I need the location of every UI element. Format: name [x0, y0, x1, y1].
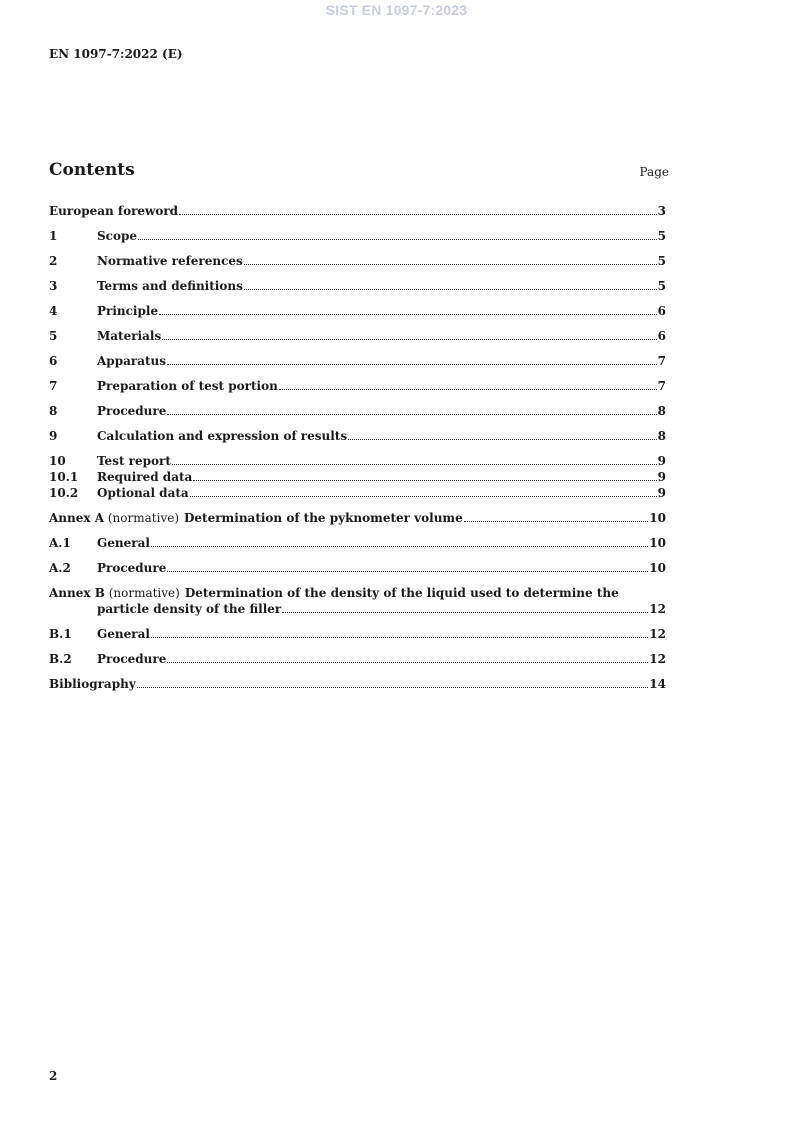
toc-entry-foreword[interactable]	[49, 203, 666, 219]
toc-entry-page: 14	[649, 677, 666, 691]
dot-leader	[151, 626, 648, 638]
toc-entry-bibliography[interactable]	[49, 676, 666, 692]
dot-leader	[159, 303, 657, 315]
dot-leader	[172, 453, 657, 465]
annex-label: Annex A	[49, 511, 105, 525]
toc-entry-scope[interactable]	[49, 228, 666, 244]
toc-entry-page: 5	[657, 254, 666, 268]
toc-entry-page: 3	[657, 204, 666, 218]
toc-entry-number: B.2	[49, 652, 72, 666]
toc-entry-b1-general[interactable]	[49, 626, 666, 642]
toc-entry-page: 9	[657, 470, 666, 484]
toc-entry-title: Preparation of test portion	[97, 379, 278, 393]
toc-entry-number: 8	[49, 404, 58, 418]
toc-entry-number: 3	[49, 279, 58, 293]
toc-entry-required-data[interactable]	[49, 469, 666, 485]
toc-entry-title: Calculation and expression of results	[97, 429, 348, 443]
toc-entry-title: Required data	[97, 470, 193, 484]
dot-leader	[279, 378, 657, 390]
toc-entry-page: 8	[657, 404, 666, 418]
toc-entry-number: 9	[49, 429, 58, 443]
dot-leader	[190, 485, 657, 497]
toc-entry-title: Optional data	[97, 486, 189, 500]
toc-entry-title: Scope	[97, 229, 138, 243]
toc-entry-page: 12	[649, 652, 666, 666]
toc-entry-page: 10	[649, 561, 666, 575]
watermark: SIST EN 1097-7:2023	[325, 2, 468, 18]
toc-entry-title: Procedure	[97, 561, 167, 575]
toc-entry-preparation[interactable]	[49, 378, 666, 394]
page-number: 2	[49, 1069, 58, 1083]
annex-normative-note: (normative)	[107, 511, 180, 525]
toc-entry-terms-definitions[interactable]	[49, 278, 666, 294]
toc-entry-page: 8	[657, 429, 666, 443]
dot-leader	[244, 253, 657, 265]
dot-leader	[464, 510, 649, 522]
toc-entry-number: A.1	[49, 536, 71, 550]
toc-entry-number: 1	[49, 229, 58, 243]
toc-entry-annex-b[interactable]	[49, 585, 666, 601]
dot-leader	[244, 278, 657, 290]
toc-entry-page: 9	[657, 486, 666, 500]
toc-entry-principle[interactable]	[49, 303, 666, 319]
annex-label: Annex B	[49, 586, 105, 600]
dot-leader	[179, 203, 657, 215]
dot-leader	[193, 469, 656, 481]
toc-entry-title: Apparatus	[97, 354, 166, 368]
toc-entry-title: Test report	[97, 454, 171, 468]
toc-entry-number: B.1	[49, 627, 72, 641]
dot-leader	[348, 428, 657, 440]
dot-leader	[167, 353, 657, 365]
dot-leader	[167, 403, 656, 415]
toc-entry-title: Procedure	[97, 652, 167, 666]
toc-entry-title: Normative references	[97, 254, 243, 268]
toc-entry-annex-a[interactable]	[49, 510, 666, 526]
toc-entry-title: General	[97, 627, 150, 641]
dot-leader	[162, 328, 656, 340]
toc-entry-title: European foreword	[49, 204, 179, 218]
toc-entry-title: Procedure	[97, 404, 167, 418]
toc-entry-title-line2: particle density of the filler	[97, 602, 282, 616]
toc-entry-page: 10	[649, 536, 666, 550]
toc-entry-title: Bibliography	[49, 677, 136, 691]
dot-leader	[167, 560, 648, 572]
toc-entry-page: 7	[657, 379, 666, 393]
toc-entry-a1-general[interactable]	[49, 535, 666, 551]
toc-entry-normative-references[interactable]	[49, 253, 666, 269]
toc-entry-page: 12	[649, 602, 666, 616]
toc-entry-page: 7	[657, 354, 666, 368]
toc-entry-number: 2	[49, 254, 58, 268]
toc-entry-materials[interactable]	[49, 328, 666, 344]
contents-heading: Contents	[49, 160, 135, 180]
toc-entry-procedure[interactable]	[49, 403, 666, 419]
toc-entry-page: 12	[649, 627, 666, 641]
toc-entry-number: 10	[49, 454, 66, 468]
document-id-header: EN 1097-7:2022 (E)	[49, 47, 183, 61]
dot-leader	[138, 228, 657, 240]
toc-entry-page: 6	[657, 304, 666, 318]
toc-entry-number: 4	[49, 304, 58, 318]
toc-entry-title: Materials	[97, 329, 162, 343]
toc-entry-title: Determination of the pyknometer volume	[184, 511, 463, 525]
toc-entry-title: General	[97, 536, 150, 550]
table-of-contents	[49, 203, 666, 692]
toc-entry-annex-b-continued[interactable]	[49, 601, 666, 617]
toc-entry-page: 6	[657, 329, 666, 343]
toc-entry-calculation[interactable]	[49, 428, 666, 444]
toc-entry-apparatus[interactable]	[49, 353, 666, 369]
dot-leader	[137, 676, 649, 688]
toc-entry-page: 10	[649, 511, 666, 525]
toc-entry-number: 7	[49, 379, 58, 393]
toc-entry-page: 9	[657, 454, 666, 468]
toc-entry-test-report[interactable]	[49, 453, 666, 469]
dot-leader	[151, 535, 648, 547]
toc-entry-number: 6	[49, 354, 58, 368]
toc-entry-title: Terms and definitions	[97, 279, 243, 293]
toc-entry-optional-data[interactable]	[49, 485, 666, 501]
toc-entry-number: A.2	[49, 561, 71, 575]
dot-leader	[282, 601, 648, 613]
toc-entry-title: Principle	[97, 304, 159, 318]
toc-entry-a2-procedure[interactable]	[49, 560, 666, 576]
dot-leader	[167, 651, 648, 663]
toc-entry-page: 5	[657, 229, 666, 243]
toc-entry-number: 10.2	[49, 486, 79, 500]
page-column-label: Page	[639, 165, 669, 179]
annex-normative-note: (normative)	[108, 586, 180, 600]
toc-entry-b2-procedure[interactable]	[49, 651, 666, 667]
toc-entry-number: 10.1	[49, 470, 79, 484]
toc-entry-page: 5	[657, 279, 666, 293]
toc-entry-title-line1: Determination of the density of the liquid used to determine the	[184, 586, 619, 600]
toc-entry-number: 5	[49, 329, 58, 343]
